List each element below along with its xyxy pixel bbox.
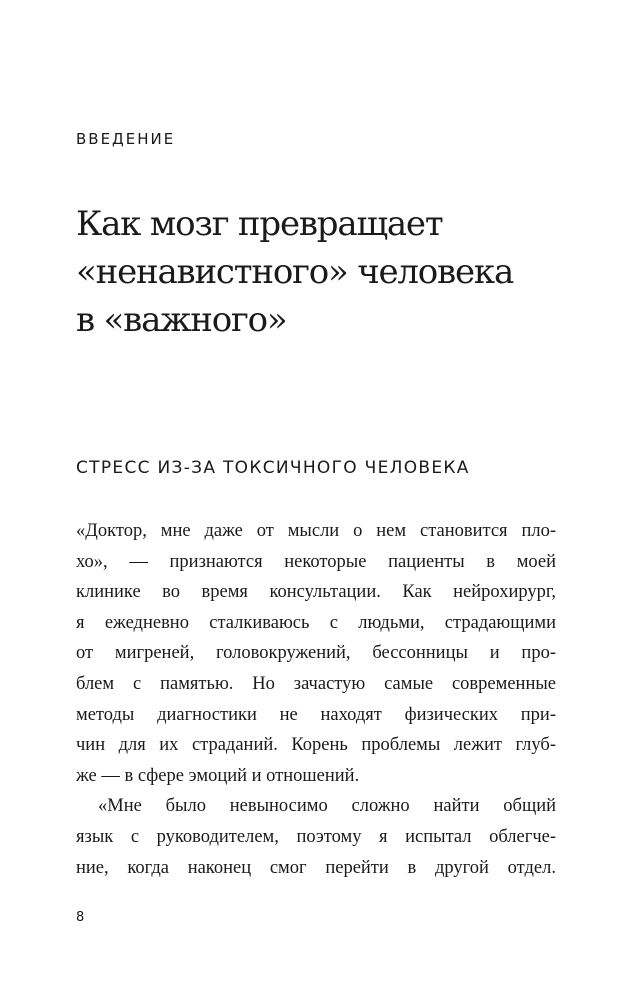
paragraph-1 (76, 516, 556, 791)
chapter-title-line: «ненавистного» человека (76, 252, 514, 292)
text-line: «Мне было невыносимо сложно найти общий (98, 796, 556, 817)
text-line: чин для их страданий. Корень проблемы лежит глуб- (76, 735, 556, 756)
text-line: хо», — признаются некоторые пациенты в моей (76, 551, 556, 572)
text-line: блем с памятью. Но зачастую самые современные (76, 673, 556, 694)
chapter-title-line: в «важного» (76, 300, 287, 340)
text-line: методы диагностики не находят физических при- (76, 704, 556, 725)
text-line: от мигреней, головокружений, бессонницы и про- (76, 643, 556, 664)
text-line: же — в сфере эмоций и отношений. (76, 765, 360, 786)
text-line: я ежедневно сталкиваюсь с людьми, страдающими (76, 612, 556, 633)
text-line: ние, когда наконец смог перейти в другой отдел. (76, 857, 556, 878)
chapter-title-line: Как мозг превращает (76, 204, 443, 244)
section-heading: СТРЕСС ИЗ-ЗА ТОКСИЧНОГО ЧЕЛОВЕКА (76, 458, 470, 478)
body-text (76, 516, 556, 883)
paragraph-2 (76, 791, 556, 883)
page-number: 8 (76, 910, 85, 925)
text-line: язык с руководителем, поэтому я испытал облегче- (76, 826, 556, 847)
chapter-label: ВВЕДЕНИЕ (76, 130, 176, 148)
text-line: клинике во время консультации. Как нейрохирург, (76, 582, 556, 603)
text-line: «Доктор, мне даже от мысли о нем становится пло- (76, 521, 556, 541)
chapter-title (76, 200, 596, 344)
